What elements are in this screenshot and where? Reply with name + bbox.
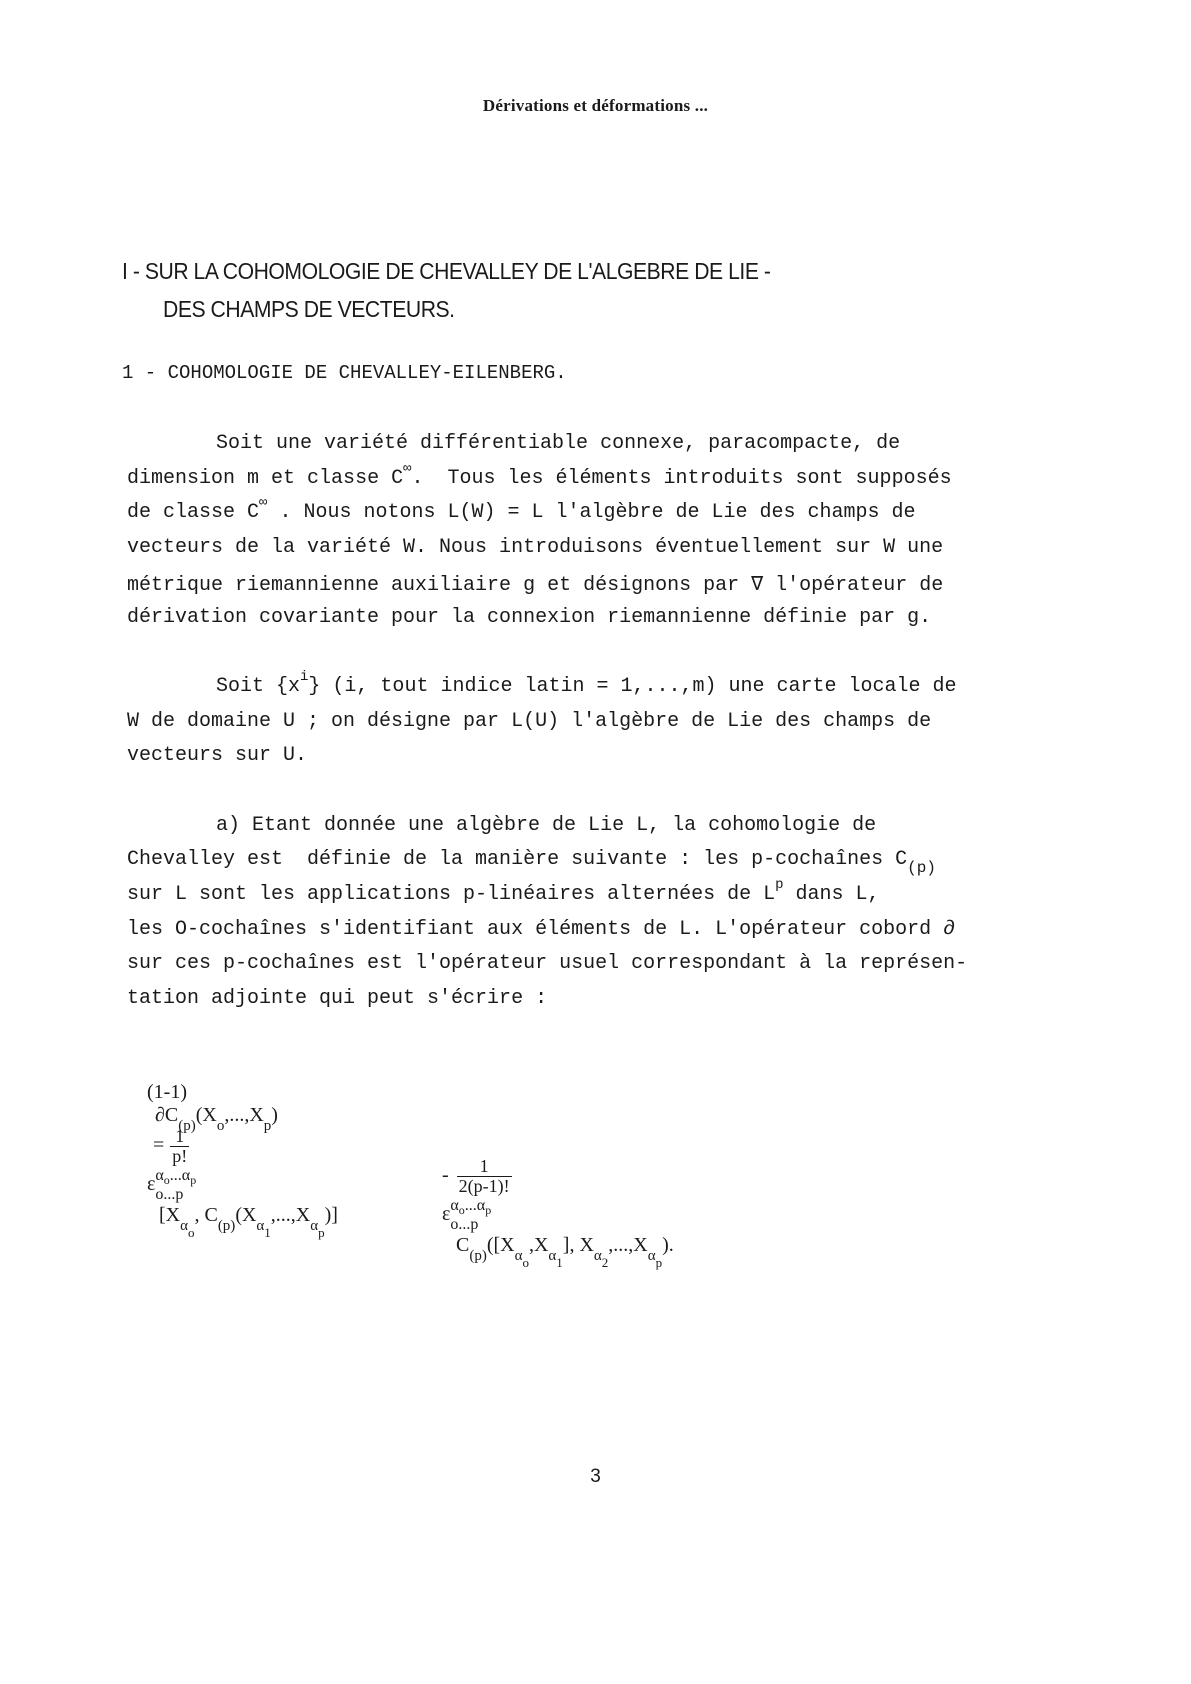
text: et classe C [259,467,404,490]
subscript-p: (p) [907,859,936,877]
equation-1-1-line1 [127,1058,338,1250]
subscript: α [514,1248,523,1265]
page-number: 3 [590,1466,601,1487]
para3-line6: tation adjointe qui peut s'écrire : [127,987,548,1010]
text: ...α [169,1166,191,1184]
text: . Nous notons L(W) = L l'algèbre de Lie des champs de [267,501,916,524]
equation-label: (1-1) [147,1081,187,1103]
text: [X [159,1204,181,1227]
subscript: o [163,1172,170,1187]
para3-line2 [127,848,936,877]
para2-line2: W de domaine U ; on désigne par L(U) l'algèbre de Lie des champs de [127,710,932,733]
subscript: o [458,1202,465,1217]
text: (X [235,1204,257,1227]
numerator: 1 [457,1157,512,1177]
subscript: α [647,1248,656,1265]
text: . Tous les éléments introduits sont supposés [411,467,952,490]
text: , C [194,1204,218,1227]
para1-line1: Soit une variété différentiable connexe, paracompacte, de [216,432,901,455]
index-i-superscript: i [300,669,309,685]
subscript: p [485,1202,492,1217]
para1-line2 [127,461,952,490]
text: } (i, tout indice latin = 1,...,m) une carte locale de [308,675,957,698]
numerator: 1 [170,1127,189,1147]
text: (X [195,1104,217,1126]
text: sur L sont les applications p-linéaires alternées de L [127,883,776,906]
subscript: o [522,1255,529,1271]
denominator: p! [172,1145,188,1166]
minus-sign: - [442,1163,449,1186]
infinity-superscript: ∞ [403,461,412,477]
text: métrique riemannienne auxiliaire [127,574,524,597]
subscript: p [263,1118,272,1134]
subscript: o [187,1225,195,1241]
fraction-1-over-2-p-minus-1-factorial [457,1157,512,1196]
subscript: 1 [556,1255,563,1271]
subscript: p [190,1172,197,1187]
subscript: α [256,1218,265,1235]
denominator: 2(p-1)! [458,1175,510,1196]
subscript: α [310,1218,319,1235]
subscript: 1 [264,1225,271,1241]
subscript: o [216,1118,225,1134]
text: Soit {x [216,675,301,698]
subscript: (p) [217,1218,236,1235]
para1-line6 [127,606,931,629]
para3-line5: sur ces p-cochaînes est l'opérateur usuel correspondant à la représen- [127,952,968,975]
section-title: 1 - COHOMOLOGIE DE CHEVALLEY-EILENBERG. [122,362,567,384]
text: ...α [464,1196,486,1214]
text: )] [324,1204,338,1227]
superscript-p: p [775,877,784,893]
text: ). [662,1234,674,1257]
epsilon-symbol: ε [442,1202,451,1225]
cobord-lhs: ∂C [155,1104,179,1126]
para2-line1 [216,669,957,698]
para1-line5 [127,571,943,597]
chapter-title-line1: I - SUR LA COHOMOLOGIE DE CHEVALLEY DE L'ALGEBRE DE LIE - [122,258,771,284]
subscript: α [548,1248,557,1265]
chapter-title-line2: DES CHAMPS DE VECTEURS. [163,296,455,322]
text: dérivation covariante pour la connexion riemannienne définie par [127,606,908,629]
text: Chevalley est définie de la manière suivante : les p-cochaînes C [127,848,908,871]
infinity-superscript: ∞ [259,495,268,511]
subscript: p [318,1225,325,1241]
metric-g: g [523,574,536,597]
text: ,...,X [270,1204,311,1227]
para1-line3 [127,495,916,524]
para3-line1: a) Etant donnée une algèbre de Lie L, la cohomologie de [216,814,877,837]
text: ], X [562,1234,594,1257]
text: dans L, [783,883,880,906]
subscript: 2 [601,1255,609,1271]
equation-1-1-line2 [422,1134,674,1280]
running-head: Dérivations et déformations ... [482,96,709,115]
text: . [919,606,932,629]
para1-line4: vecteurs de la variété W. Nous introduisons éventuellement sur W une [127,536,944,559]
epsilon-indices [450,1196,491,1234]
text: ) [271,1104,278,1126]
equals-sign: = [153,1133,165,1156]
subscript: (p) [469,1248,487,1265]
epsilon-symbol: ε [147,1172,156,1195]
text: et désignons par ∇ l'opérateur de [535,574,944,597]
text: ,...,X [224,1104,264,1126]
subscript: (p) [178,1118,196,1134]
text: de classe C [127,501,260,524]
text: C [456,1234,470,1257]
text: α [155,1166,164,1184]
epsilon-indices [155,1166,196,1204]
para3-line4: les O-cochaînes s'identifiant aux éléments de L. L'opérateur cobord ∂ [127,918,956,941]
text: dimension [127,467,248,490]
lower-indices: o...p [450,1215,479,1233]
text: ,X [528,1234,549,1257]
text: α [450,1196,459,1214]
subscript: α [593,1248,602,1265]
subscript: α [180,1218,188,1235]
lower-indices: o...p [155,1185,184,1203]
para3-line3 [127,877,880,906]
text: ,...,X [608,1234,648,1257]
para2-line3: vecteurs sur U. [127,744,308,767]
metric-g: g [907,606,920,629]
subscript: p [655,1255,663,1271]
text: ([X [486,1234,515,1257]
variable-m: m [247,467,260,490]
